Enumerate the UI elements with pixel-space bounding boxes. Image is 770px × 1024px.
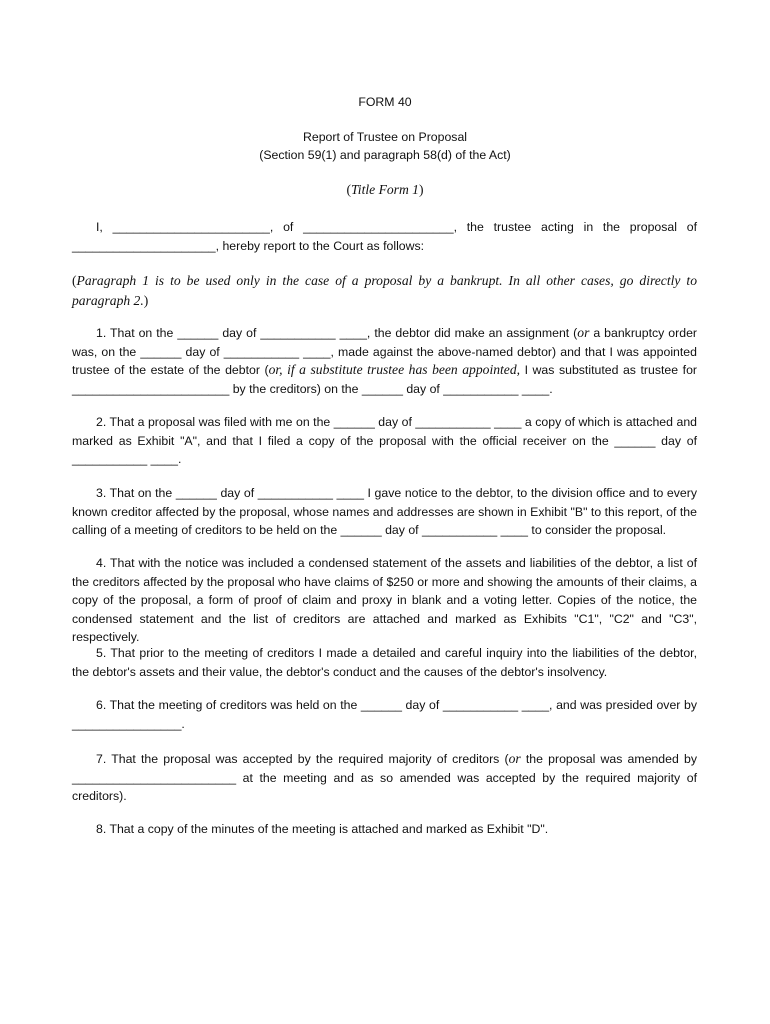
- paragraph-3: 3. That on the ______ day of ___________ ____ I gave notice to the debtor, to the division office and to every known creditor affected by the proposal, whose names and addresses are shown in Exhibit "B" to this report, of the calling of a meeting of creditors to be held on the ______ day of ___________ ____ to consider the proposal.: [72, 486, 697, 537]
- p7-text-a: 7. That the proposal was accepted by the required majority of creditors (: [96, 752, 509, 766]
- paragraph-6: 6. That the meeting of creditors was held on the ______ day of ___________ ____, and was presided over by ________________.: [72, 698, 697, 731]
- p1-text-b: a bankruptcy order was, on the ______ day of ___________ ____, made against the above-named debtor) and that I was appointed trustee of the estate of the debtor (: [72, 326, 698, 377]
- p7-text-b: the proposal was amended by ________________________ at the meeting and as so amended was accepted by the required majority of creditors).: [72, 752, 697, 803]
- p1-or: or: [577, 325, 590, 340]
- paragraph-1: [72, 324, 697, 398]
- instruction-text: Paragraph 1 is to be used only in the case of a proposal by a bankrupt. In all other cases, go directly to paragraph 2.: [72, 273, 697, 308]
- section-reference: (Section 59(1) and paragraph 58(d) of the Act): [259, 148, 511, 162]
- paragraph-7: [72, 750, 697, 806]
- title-form-open: (: [346, 182, 351, 197]
- title-form-note: [0, 182, 770, 198]
- paragraph-2: 2. That a proposal was filed with me on the ______ day of ___________ ____ a copy of which is attached and marked as Exhibit "A", and that I filed a copy of the proposal with the official receiver on the ______ day of ___________ ____.: [72, 415, 697, 466]
- instruction-close: ): [143, 293, 149, 308]
- p1-text-a: 1. That on the ______ day of ___________ ____, the debtor did make an assignment (: [96, 326, 578, 340]
- title-form-close: ): [418, 182, 424, 197]
- p1-substitute-note: or, if a substitute trustee has been appointed,: [268, 362, 521, 377]
- paragraph-5: 5. That prior to the meeting of creditors I made a detailed and careful inquiry into the liabilities of the debtor, the debtor's assets and their value, the debtor's conduct and the causes of the debtor's insolvency.: [72, 646, 697, 679]
- paragraph-8: 8. That a copy of the minutes of the meeting is attached and marked as Exhibit "D".: [96, 822, 549, 836]
- p7-or: or: [508, 751, 521, 766]
- title-form-text: Title Form 1: [351, 182, 419, 197]
- paragraph-4: 4. That with the notice was included a condensed statement of the assets and liabilities of the debtor, a list of the creditors affected by the proposal who have claims of $250 or more and showing the amounts of their claims, a copy of the proposal, a form of proof of claim and proxy in blank and a voting letter. Copies of the notice, the condensed statement and the list of creditors are attached and marked as Exhibits "C1", "C2" and "C3", respectively.: [72, 556, 697, 644]
- p1-text-c: I was substituted as trustee for _______________________ by the creditors) on the ______ day of ___________ ____.: [72, 363, 697, 396]
- form-title: FORM 40: [358, 95, 412, 109]
- instruction-note: [72, 271, 697, 311]
- intro-paragraph: I, _______________________, of ______________________, the trustee acting in the proposal of _____________________, hereby report to the Court as follows:: [72, 220, 697, 253]
- report-title: Report of Trustee on Proposal: [302, 130, 468, 144]
- instruction-open: (: [72, 273, 77, 288]
